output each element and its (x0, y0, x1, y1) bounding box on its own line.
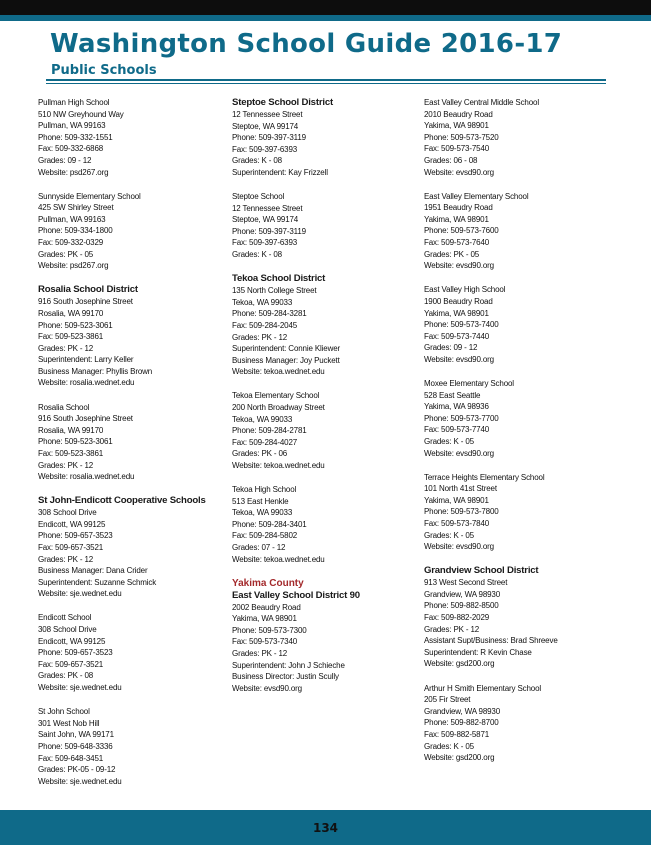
entry-line: Pullman, WA 99163 (38, 214, 106, 224)
entry-line: Tekoa Elementary School (232, 391, 320, 401)
entry-line: 528 East Seattle (424, 390, 481, 400)
school-entry (38, 97, 223, 178)
entry-line: Grades: PK - 05 (38, 249, 94, 259)
school-entry (232, 390, 417, 471)
entry-line: Yakima, WA 98901 (232, 614, 297, 624)
entry-line: 2002 Beaudry Road (232, 602, 301, 612)
school-entry (232, 97, 417, 179)
entry-line: Fax: 509-573-7640 (424, 238, 490, 248)
school-entry (38, 402, 223, 483)
entry-line: Grades: K - 08 (232, 156, 282, 166)
entry-line: Fax: 509-657-3521 (38, 543, 104, 552)
entry-line: Rosalia School (38, 402, 90, 412)
entry-line: Grades: 09 - 12 (38, 155, 92, 165)
entry-line: Business Manager: Dana Crider (38, 566, 148, 576)
entry-line: Grades: PK - 08 (38, 671, 94, 681)
entry-line: 916 South Josephine Street (38, 414, 133, 424)
entry-line: Grades: PK - 12 (38, 554, 94, 564)
entry-line: St John School (38, 707, 90, 717)
school-entry (232, 484, 417, 565)
entry-line: Fax: 509-523-3861 (38, 448, 104, 458)
entry-line: Phone: 509-397-3119 (232, 133, 306, 143)
entry-line: Yakima, WA 98936 (424, 402, 489, 412)
entry-line: 1951 Beaudry Road (424, 203, 493, 213)
entry-line: Grades: PK - 12 (232, 649, 288, 659)
entry-line: Phone: 509-397-3119 (232, 226, 306, 236)
entry-line: Grades: K - 08 (232, 250, 282, 260)
entry-line: Rosalia, WA 99170 (38, 308, 104, 318)
entry-line: Phone: 509-573-7800 (424, 507, 499, 517)
entry-line: Yakima, WA 98901 (424, 308, 489, 318)
entry-line: Superintendent: Larry Keller (38, 355, 134, 365)
entry-line: East Valley Elementary School (424, 191, 529, 201)
entry-line: Endicott, WA 99125 (38, 636, 106, 646)
entry-line: 308 School Drive (38, 508, 97, 518)
entry-line: 510 NW Greyhound Way (38, 109, 124, 119)
entry-line: 308 School Drive (38, 625, 97, 635)
entry-line: Superintendent: Connie Kliewer (232, 344, 341, 354)
school-entry (38, 706, 223, 787)
top-accent-stripe (0, 15, 651, 21)
entry-line: Phone: 509-573-7520 (424, 132, 499, 142)
entry-line: Grades: K - 05 (424, 741, 474, 751)
entry-line: 1900 Beaudry Road (424, 296, 493, 306)
entry-line: Grades: K - 05 (424, 436, 474, 446)
entry-line: Website: tekoa.wednet.edu (232, 554, 325, 564)
entry-line: Website: evsd90.org (232, 683, 302, 693)
entry-line: East Valley Central Middle School (424, 98, 539, 107)
entry-line: Phone: 509-284-2781 (232, 426, 307, 436)
entry-line: Tekoa, WA 99033 (232, 414, 293, 424)
entry-line: Website: evsd90.org (424, 261, 494, 271)
page-title: Washington School Guide 2016-17 (50, 29, 563, 59)
entry-line: Website: evsd90.org (424, 354, 494, 364)
district-heading: Steptoe School District (232, 97, 333, 108)
entry-line: Fax: 509-648-3451 (38, 753, 104, 763)
entry-line: Moxee Elementary School (424, 378, 514, 388)
entry-line: Website: psd267.org (38, 261, 109, 271)
entry-line: Tekoa, WA 99033 (232, 297, 293, 307)
entry-line: Business Director: Justin Scully (232, 672, 339, 682)
entry-line: Saint John, WA 99171 (38, 730, 114, 740)
entry-line: 12 Tennessee Street (232, 110, 303, 119)
school-entry (424, 191, 609, 272)
page-number: 134 (312, 821, 339, 835)
entry-line: Grades: 07 - 12 (232, 543, 286, 552)
district-heading: Tekoa School District (232, 273, 326, 285)
entry-line: Phone: 509-284-3401 (232, 519, 307, 529)
entry-line: 425 SW Shirley Street (38, 203, 114, 213)
entry-line: Phone: 509-573-7400 (424, 320, 499, 330)
entry-line: Website: tekoa.wednet.edu (232, 460, 325, 470)
entry-line: 135 North College Street (232, 286, 317, 296)
entry-line: Superintendent: R Kevin Chase (424, 647, 532, 657)
entry-line: Yakima, WA 98901 (424, 495, 489, 505)
entry-line: Terrace Heights Elementary School (424, 472, 545, 482)
entry-line: East Valley High School (424, 285, 506, 295)
entry-line: Grandview, WA 98930 (424, 706, 501, 716)
entry-line: Website: rosalia.wednet.edu (38, 378, 135, 388)
district-heading: Rosalia School District (38, 284, 138, 296)
school-entry (38, 495, 223, 600)
entry-line: Website: tekoa.wednet.edu (232, 367, 325, 377)
entry-line: Yakima, WA 98901 (424, 121, 489, 131)
school-entry (38, 612, 223, 693)
district-heading: St John-Endicott Cooperative Schools (38, 495, 206, 507)
entry-line: Phone: 509-573-7600 (424, 226, 499, 236)
entry-line: Website: sje.wednet.edu (38, 683, 122, 693)
district-heading: East Valley School District 90 (232, 589, 360, 601)
entry-line: Grades: K - 05 (424, 530, 474, 540)
entry-line: Website: rosalia.wednet.edu (38, 472, 135, 482)
entry-line: Fax: 509-573-7340 (232, 637, 298, 647)
entry-line: Tekoa High School (232, 485, 297, 495)
entry-line: Assistant Supt/Business: Brad Shreeve (424, 636, 558, 646)
school-entry (232, 273, 417, 378)
school-entry (424, 378, 609, 459)
entry-line: Website: evsd90.org (424, 167, 494, 177)
section-subtitle: Public Schools (51, 63, 157, 78)
entry-line: Grades: PK - 05 (424, 249, 480, 259)
school-entry (424, 472, 609, 553)
school-entry (424, 683, 609, 764)
entry-line: Fax: 509-397-6393 (232, 144, 298, 154)
entry-line: Phone: 509-882-8700 (424, 718, 499, 728)
entry-line: Fax: 509-882-2029 (424, 613, 490, 623)
entry-line: Grades: PK - 12 (38, 460, 94, 470)
entry-line: 301 West Nob Hill (38, 718, 100, 728)
entry-line: Endicott, WA 99125 (38, 519, 106, 529)
school-entry (38, 284, 223, 389)
directory-column-1 (38, 97, 223, 800)
entry-line: Phone: 509-573-7300 (232, 625, 307, 635)
entry-line: Phone: 509-882-8500 (424, 601, 499, 611)
entry-line: 101 North 41st Street (424, 484, 497, 494)
entry-line: Website: evsd90.org (424, 542, 494, 552)
entry-line: Fax: 509-573-7540 (424, 144, 490, 154)
entry-line: Grandview, WA 98930 (424, 589, 501, 599)
entry-line: Yakima, WA 98901 (424, 214, 489, 224)
entry-line: Sunnyside Elementary School (38, 191, 141, 201)
entry-line: Steptoe School (232, 192, 285, 202)
entry-line: Fax: 509-573-7440 (424, 331, 490, 341)
entry-line: Phone: 509-648-3336 (38, 741, 113, 751)
entry-line: Fax: 509-397-6393 (232, 238, 298, 248)
entry-line: 2010 Beaudry Road (424, 109, 493, 119)
entry-line: 916 South Josephine Street (38, 297, 133, 307)
entry-line: Fax: 509-657-3521 (38, 659, 104, 669)
entry-line: Grades: 06 - 08 (424, 155, 478, 165)
entry-line: 913 West Second Street (424, 578, 508, 588)
school-entry (232, 191, 417, 261)
entry-line: Phone: 509-523-3061 (38, 437, 113, 447)
entry-line: Fax: 509-573-7740 (424, 425, 490, 435)
entry-line: Business Manager: Joy Puckett (232, 355, 340, 365)
school-entry (232, 578, 417, 695)
entry-line: Fax: 509-284-5802 (232, 531, 298, 541)
entry-line: Arthur H Smith Elementary School (424, 683, 542, 693)
entry-line: Phone: 509-657-3523 (38, 648, 113, 658)
entry-line: Phone: 509-334-1800 (38, 226, 113, 236)
entry-line: Website: sje.wednet.edu (38, 776, 122, 786)
entry-line: Grades: PK - 12 (38, 343, 94, 353)
entry-line: Phone: 509-332-1551 (38, 132, 113, 142)
entry-line: Fax: 509-882-5871 (424, 729, 490, 739)
entry-line: Phone: 509-523-3061 (38, 320, 113, 330)
entry-line: Steptoe, WA 99174 (232, 215, 299, 225)
entry-line: Fax: 509-332-0329 (38, 238, 104, 248)
entry-line: Grades: PK - 12 (232, 332, 288, 342)
entry-line: Website: gsd200.org (424, 753, 495, 763)
directory-column-2 (232, 97, 417, 707)
entry-line: Superintendent: John J Schieche (232, 660, 345, 670)
header-rule (46, 79, 606, 81)
directory-column-3 (424, 97, 609, 776)
entry-line: Phone: 509-657-3523 (38, 531, 113, 541)
entry-line: Website: gsd200.org (424, 659, 495, 669)
entry-line: Steptoe, WA 99174 (232, 121, 299, 131)
entry-line: Pullman High School (38, 98, 110, 107)
entry-line: Superintendent: Kay Frizzell (232, 167, 328, 177)
entry-line: 513 East Henkle (232, 496, 289, 506)
entry-line: Tekoa, WA 99033 (232, 508, 293, 518)
entry-line: Fax: 509-284-2045 (232, 320, 298, 330)
entry-line: Grades: 09 - 12 (424, 343, 478, 353)
entry-line: Rosalia, WA 99170 (38, 425, 104, 435)
entry-line: Pullman, WA 99163 (38, 121, 106, 131)
school-entry (424, 284, 609, 365)
school-entry (424, 565, 609, 670)
entry-line: Fax: 509-573-7840 (424, 519, 490, 528)
entry-line: Fax: 509-523-3861 (38, 332, 104, 342)
entry-line: Superintendent: Suzanne Schmick (38, 577, 157, 587)
entry-line: Business Manager: Phyllis Brown (38, 366, 153, 376)
school-entry (38, 191, 223, 272)
entry-line: 205 Fir Street (424, 695, 471, 705)
entry-line: 12 Tennessee Street (232, 203, 303, 213)
entry-line: 200 North Broadway Street (232, 402, 325, 412)
entry-line: Fax: 509-332-6868 (38, 144, 104, 154)
county-heading: Yakima County (232, 577, 304, 589)
entry-line: Phone: 509-573-7700 (424, 413, 499, 423)
entry-line: Grades: PK - 12 (424, 624, 480, 634)
entry-line: Website: sje.wednet.edu (38, 589, 122, 599)
entry-line: Phone: 509-284-3281 (232, 309, 307, 319)
top-bar (0, 0, 651, 15)
entry-line: Website: psd267.org (38, 167, 109, 177)
district-heading: Grandview School District (424, 565, 539, 577)
school-entry (424, 97, 609, 178)
entry-line: Grades: PK-05 - 09-12 (38, 765, 116, 775)
entry-line: Website: evsd90.org (424, 448, 494, 458)
header-rule-thin (46, 83, 606, 84)
entry-line: Fax: 509-284-4027 (232, 437, 298, 447)
entry-line: Endicott School (38, 613, 92, 623)
entry-line: Grades: PK - 06 (232, 449, 288, 459)
